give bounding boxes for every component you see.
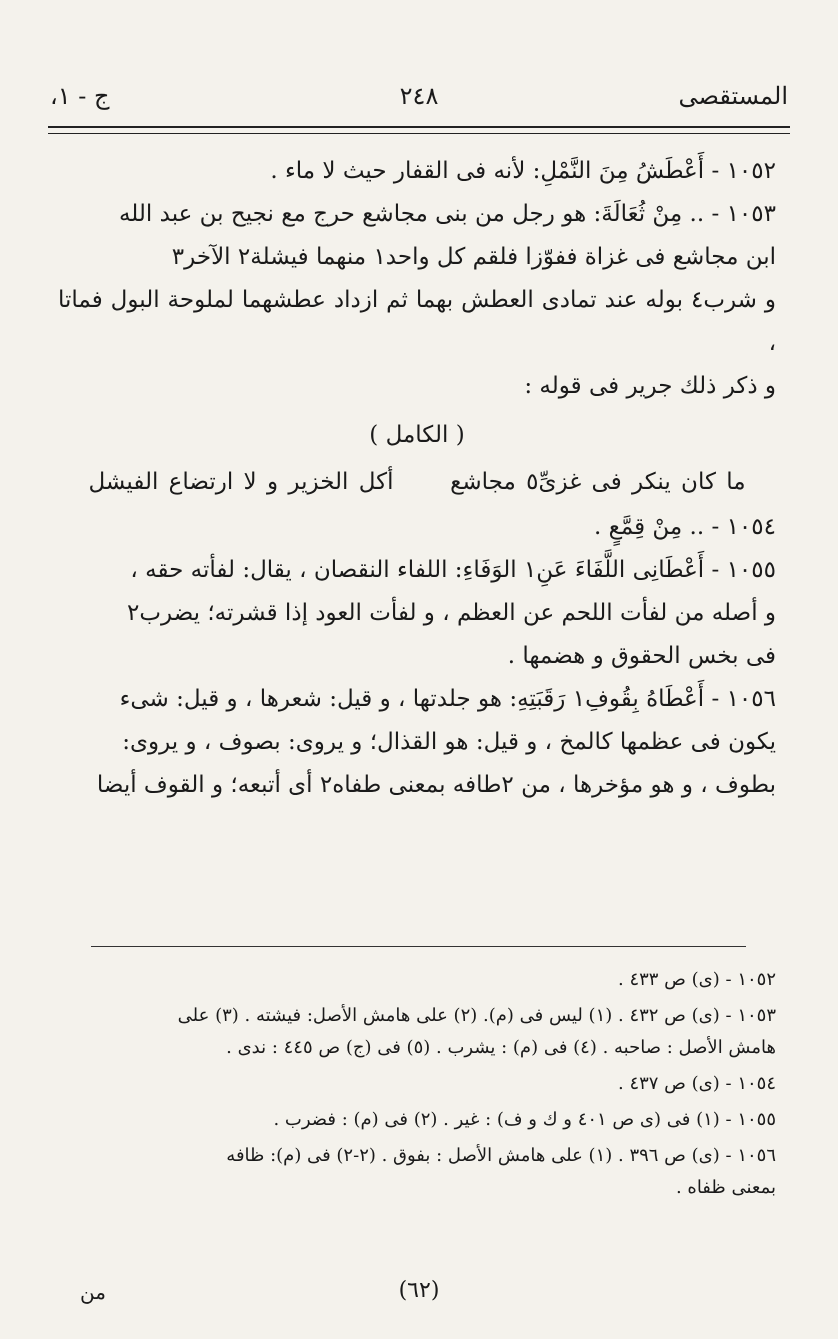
entry-line: و أصله من لفأت اللحم عن العظم ، و لفأت العود إذا قشرته؛ يضرب٢ bbox=[127, 600, 776, 626]
footnote: ١٠٥٥ - (١) فى (ى ص ٤٠١ و ك و ف) : غير . (٢) فى (م) : فضرب . bbox=[273, 1109, 776, 1130]
footnote-line: ١٠٥٦ - (ى) ص ٣٩٦ . (١) على هامش الأصل : بفوق . (٢-٢) فى (م): ظافه bbox=[226, 1145, 776, 1166]
entry-1055 bbox=[58, 549, 776, 678]
entry-line: بطوف ، و هو مؤخرها ، من ٢طافه بمعنى طفاه٢ أى أتبعه؛ و القوف أيضا bbox=[96, 772, 776, 798]
footnote: ١٠٥٤ - (ى) ص ٤٣٧ . bbox=[617, 1073, 776, 1094]
footnote bbox=[56, 1000, 776, 1064]
entry-line: و شرب٤ بوله عند تمادى العطش بهما ثم ازداد عطشهما لملوحة البول فماتا ، bbox=[58, 287, 776, 356]
entry-line: يكون فى عظمها كالمخ ، و قيل: هو القذال؛ و يروى: بصوف ، و يروى: bbox=[122, 729, 776, 755]
catchword: من bbox=[80, 1280, 106, 1304]
entry-1056 bbox=[58, 678, 776, 807]
entry-1052 bbox=[58, 150, 776, 193]
entry-line: ١٠٥٤ - .. مِنْ قِمَّعٍ . bbox=[593, 514, 776, 540]
footnote-line: هامش الأصل : صاحبه . (٤) فى (م) : يشرب . (٥) فى (ج) ص ٤٤٥ : ندى . bbox=[226, 1037, 776, 1058]
book-title: المستقصى bbox=[678, 82, 788, 110]
footnote-line: بمعنى ظفاه . bbox=[675, 1177, 776, 1198]
entry-line: ابن مجاشع فى غزاة ففوّزا فلقم كل واحد١ منهما فيشلة٢ الآخر٣ bbox=[171, 244, 776, 270]
footnote bbox=[56, 1140, 776, 1204]
hemistich-second: أكل الخزير و لا ارتضاع الفيشل bbox=[88, 469, 394, 495]
poem-verse bbox=[58, 461, 776, 504]
footnotes bbox=[56, 964, 776, 1208]
header-rule bbox=[48, 126, 790, 134]
entry-line: ١٠٥٢ - أَعْطَشُ مِنَ النَّمْلِ: لأنه فى القفار حيث لا ماء . bbox=[270, 158, 776, 184]
entry-1054 bbox=[58, 506, 776, 549]
entry-line: ١٠٥٣ - .. مِنْ ثُعَالَةَ: هو رجل من بنى مجاشع حرج مع نجيح بن عبد الله bbox=[118, 201, 776, 227]
entry-line: ١٠٥٥ - أَعْطَانِى اللَّفَاءَ عَنِ١ الوَفَاءِ: اللفاء النقصان ، يقال: لفأته حقه ، bbox=[130, 557, 776, 583]
entry-line: فى بخس الحقوق و هضمها . bbox=[507, 643, 776, 669]
poem-meter: ( الكامل ) bbox=[369, 422, 465, 448]
footnote-rule bbox=[91, 946, 746, 947]
footnote: ١٠٥٢ - (ى) ص ٤٣٣ . bbox=[617, 969, 776, 990]
folio-number: (٦٢) bbox=[398, 1278, 440, 1303]
running-header bbox=[50, 78, 788, 118]
entry-line: و ذكر ذلك جرير فى قوله : bbox=[524, 373, 776, 399]
entry-line: ١٠٥٦ - أَعْطَاهُ بِقُوفِ١ رَقَبَتِهِ: هو جلدتها ، و قيل: شعرها ، و قيل: شىء bbox=[119, 686, 776, 712]
volume-marker: ج - ١، bbox=[50, 82, 110, 110]
main-text bbox=[58, 150, 776, 807]
footnote-line: ١٠٥٣ - (ى) ص ٤٣٢ . (١) ليس فى (م). (٢) على هامش الأصل: فيشته . (٣) على bbox=[177, 1005, 776, 1026]
page-number: ٢٤٨ bbox=[399, 82, 439, 110]
hemistich-first: ما كان ينكر فى غزىِّ٥ مجاشع bbox=[450, 469, 746, 495]
entry-1053 bbox=[58, 193, 776, 408]
